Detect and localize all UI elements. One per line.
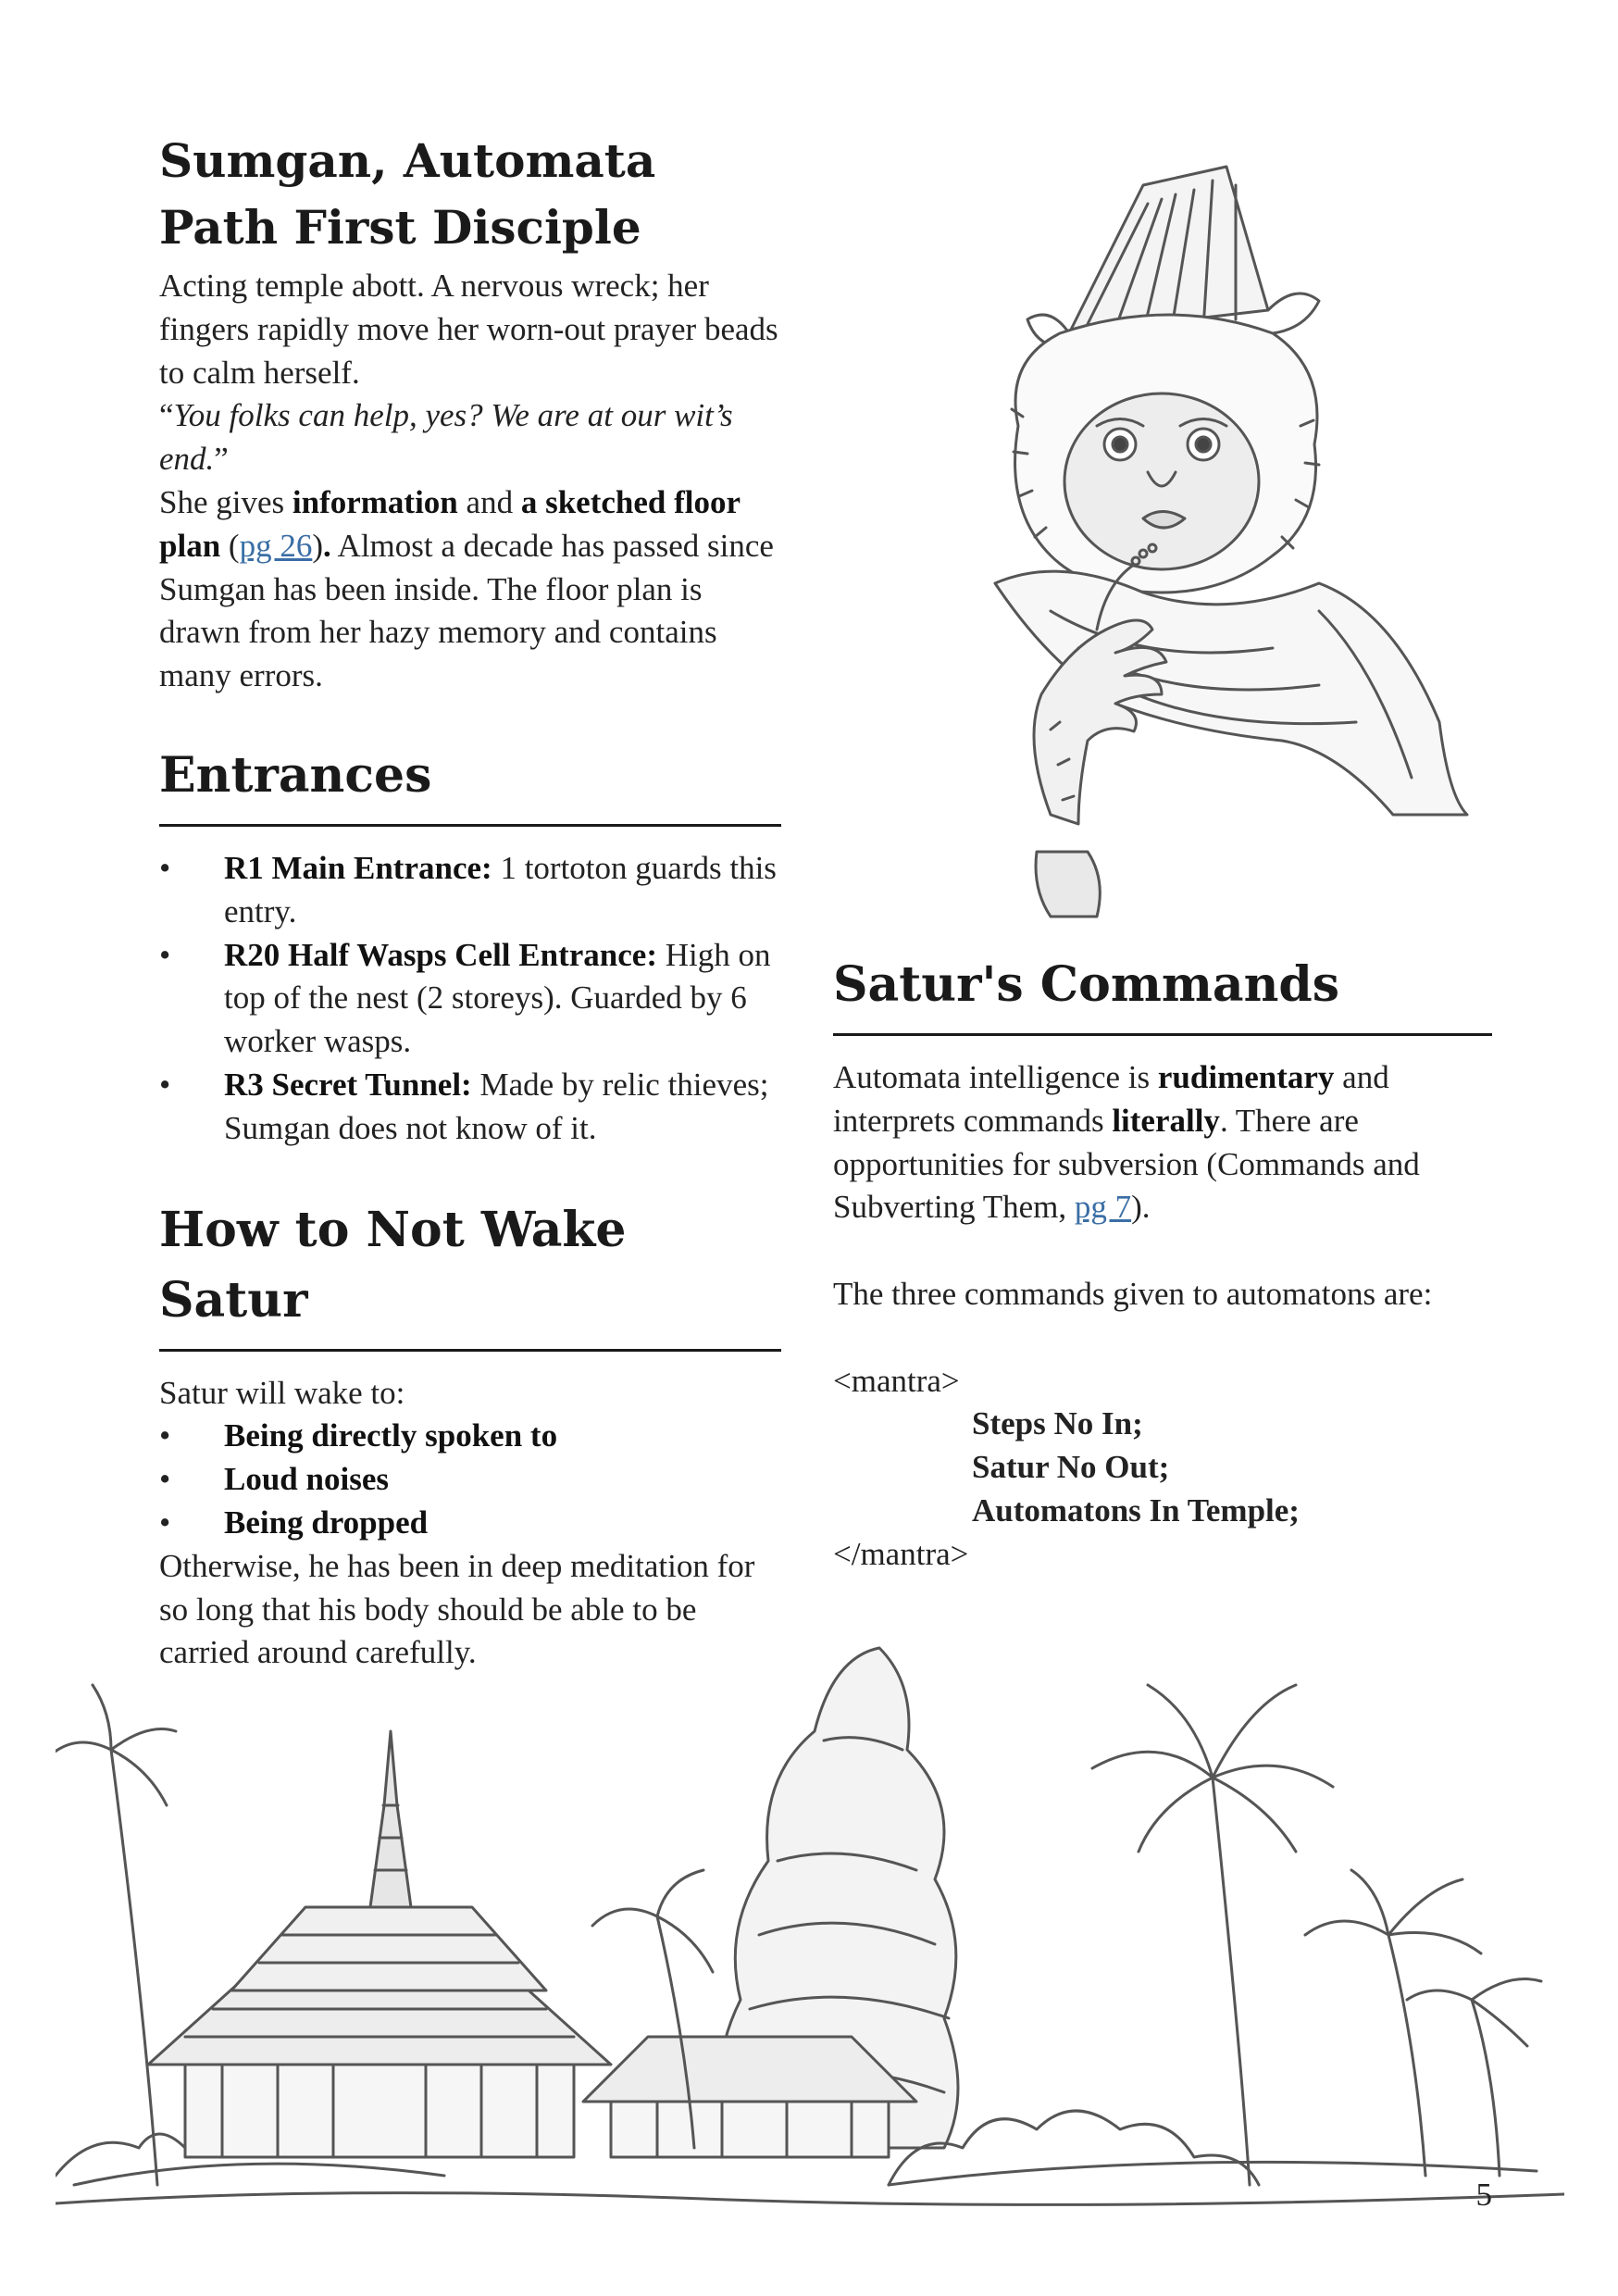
wake-outro: Otherwise, he has been in deep meditation for so long that his body should be able to be carried around carefully.	[159, 1547, 755, 1671]
mantra-open: <mantra>	[833, 1362, 960, 1399]
commands-page-link[interactable]: pg 7	[1074, 1189, 1132, 1226]
wake-heading: How to Not Wake Satur	[159, 1195, 781, 1352]
entrance-item: • R20 Half Wasps Cell Entrance: High on top of the nest (2 storeys). Guarded by 6 worker wasps.	[159, 934, 781, 1064]
right-column	[833, 950, 1492, 1577]
wake-item: • Being directly spoken to	[159, 1415, 781, 1458]
mantra-line: Steps No In;	[972, 1405, 1143, 1442]
left-column	[159, 128, 781, 1675]
sumgan-heading: Sumgan, Automata Path First Disciple	[159, 133, 656, 255]
monkey-monk-portrait-icon	[838, 148, 1486, 954]
mantra-line: Satur No Out;	[972, 1449, 1170, 1486]
entrances-list	[159, 847, 781, 1151]
commands-heading: Satur's Commands	[833, 950, 1492, 1036]
mantra-line: Automatons In Temple;	[972, 1491, 1300, 1529]
commands-paragraph: Automata intelligence is rudimentary and interprets commands literally. There are opportunities for subversion (Commands and Subverting Them, pg 7).	[833, 1059, 1420, 1226]
mantra-close: </mantra>	[833, 1535, 969, 1572]
wake-item: • Loud noises	[159, 1458, 781, 1502]
page-number: 5	[1475, 2177, 1492, 2213]
wake-item: • Being dropped	[159, 1502, 781, 1545]
floor-plan-page-link[interactable]: pg 26	[239, 527, 313, 564]
wake-intro: Satur will wake to:	[159, 1374, 405, 1411]
sumgan-quote: “You folks can help, yes? We are at our wit’s end.”	[159, 397, 733, 478]
entrance-item: • R3 Secret Tunnel: Made by relic thieves; Sumgan does not know of it.	[159, 1064, 781, 1151]
sumgan-gives: She gives information and a sketched floor plan (pg 26). Almost a decade has passed since Sumgan has been inside. The floor plan is drawn from her hazy memory and contains many errors.	[159, 483, 774, 694]
commands-intro: The three commands given to automatons are:	[833, 1275, 1433, 1312]
wake-list	[159, 1415, 781, 1544]
entrances-heading: Entrances	[159, 741, 781, 827]
temple-jungle-scene-icon	[56, 1629, 1564, 2222]
sumgan-description: Acting temple abott. A nervous wreck; her fingers rapidly move her worn-out prayer beads to calm herself.	[159, 268, 778, 391]
entrance-item: • R1 Main Entrance: 1 tortoton guards this entry.	[159, 847, 781, 934]
